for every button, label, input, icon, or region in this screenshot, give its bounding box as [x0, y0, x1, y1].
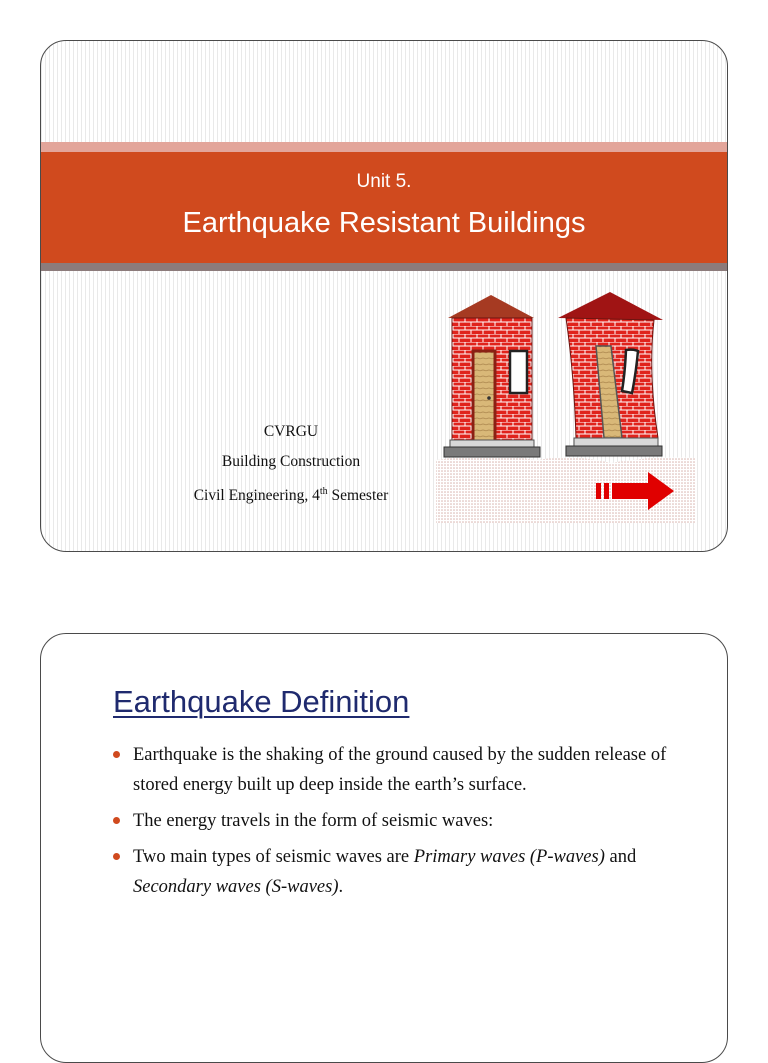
- title-slide: [40, 40, 728, 552]
- institution-name: CVRGU: [263, 423, 319, 440]
- bullet-text-part: and: [604, 847, 637, 867]
- earthquake-buildings-icon: [426, 278, 726, 528]
- bullet-text-part: .: [338, 877, 344, 897]
- bullet-text: [133, 847, 636, 897]
- bullet-dot-icon: [113, 817, 120, 824]
- bullet-dot-icon: [113, 853, 120, 860]
- definition-heading: Earthquake Definition: [113, 684, 410, 719]
- unit-label: Unit 5.: [356, 171, 412, 192]
- definition-bullets: [111, 740, 697, 908]
- bullet-text-part: Two main types of seismic waves are: [133, 847, 414, 867]
- program-sup: th: [319, 486, 328, 497]
- list-item: [111, 842, 697, 902]
- program-suffix: Semester: [327, 487, 389, 505]
- title-band: [41, 152, 727, 263]
- primary-waves-term: Primary waves (P-waves): [413, 847, 605, 867]
- slide-title: Earthquake Resistant Buildings: [182, 207, 586, 239]
- definition-slide: [40, 633, 728, 1063]
- course-name: Building Construction: [221, 453, 361, 470]
- program-prefix: Civil Engineering, 4: [193, 487, 320, 505]
- list-item: [111, 806, 697, 836]
- course-info: [101, 417, 481, 511]
- band-top-stripe: [41, 142, 727, 152]
- program-line: [101, 477, 481, 511]
- band-bottom-stripe: [41, 263, 727, 271]
- bullet-text: Earthquake is the shaking of the ground caused by the sudden release of stored energy built up deep inside the earth’s surface.: [133, 745, 667, 795]
- secondary-waves-term: Secondary waves (S-waves): [133, 877, 339, 897]
- bullet-text: The energy travels in the form of seismic waves:: [133, 811, 494, 831]
- list-item: [111, 740, 697, 800]
- bullet-dot-icon: [113, 751, 120, 758]
